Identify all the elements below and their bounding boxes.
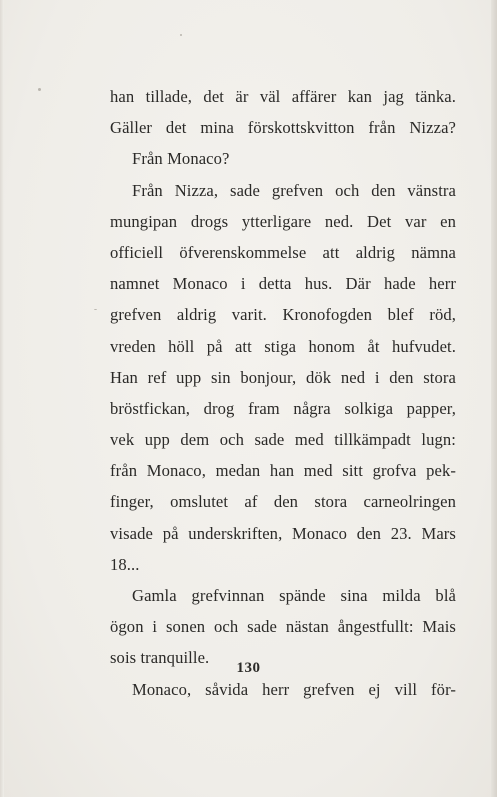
- paper-speck: [180, 34, 182, 36]
- text-line: sois tranquille.: [110, 648, 210, 668]
- page-right-edge: [491, 0, 497, 797]
- text-line: finger, omslutet af den stora carneolringen: [110, 492, 456, 512]
- paper-speck: [38, 88, 41, 91]
- text-line: namnet Monaco i detta hus. Där hade herr: [110, 274, 456, 294]
- page-number: 130: [236, 660, 261, 676]
- text-line: Från Monaco?: [132, 149, 230, 169]
- text-line: visade på underskriften, Monaco den 23. Mars: [110, 523, 456, 543]
- page-left-edge: [0, 0, 4, 797]
- text-line: officiell öfverenskommelse att aldrig nämna: [110, 242, 456, 262]
- text-line: Han ref upp sin bonjour, dök ned i den stora: [110, 367, 456, 387]
- text-line: vek upp dem och sade med tillkämpadt lugn:: [110, 430, 456, 450]
- text-line: grefven aldrig varit. Kronofogden blef röd,: [110, 305, 456, 325]
- text-line: bröstfickan, drog fram några solkiga papper,: [110, 398, 456, 418]
- text-line: 18...: [110, 554, 140, 574]
- text-line: vreden höll på att stiga honom åt hufvudet.: [110, 336, 456, 356]
- text-line: Monaco, såvida herr grefven ej vill för-: [132, 679, 456, 699]
- text-line: från Monaco, medan han med sitt grofva pek-: [110, 461, 456, 481]
- text-line: mungipan drogs ytterligare ned. Det var en: [110, 211, 456, 231]
- paper-speck: [94, 309, 97, 310]
- text-line: Gamla grefvinnan spände sina milda blå: [132, 586, 456, 605]
- text-line: han tillade, det är väl affärer kan jag tänka.: [110, 87, 456, 106]
- text-line: ögon i sonen och sade nästan ångestfullt: Mais: [110, 617, 456, 637]
- text-line: Gäller det mina förskottskvitton från Nizza?: [110, 118, 456, 138]
- body-text: [110, 81, 456, 705]
- text-line: Från Nizza, sade grefven och den vänstra: [132, 180, 456, 200]
